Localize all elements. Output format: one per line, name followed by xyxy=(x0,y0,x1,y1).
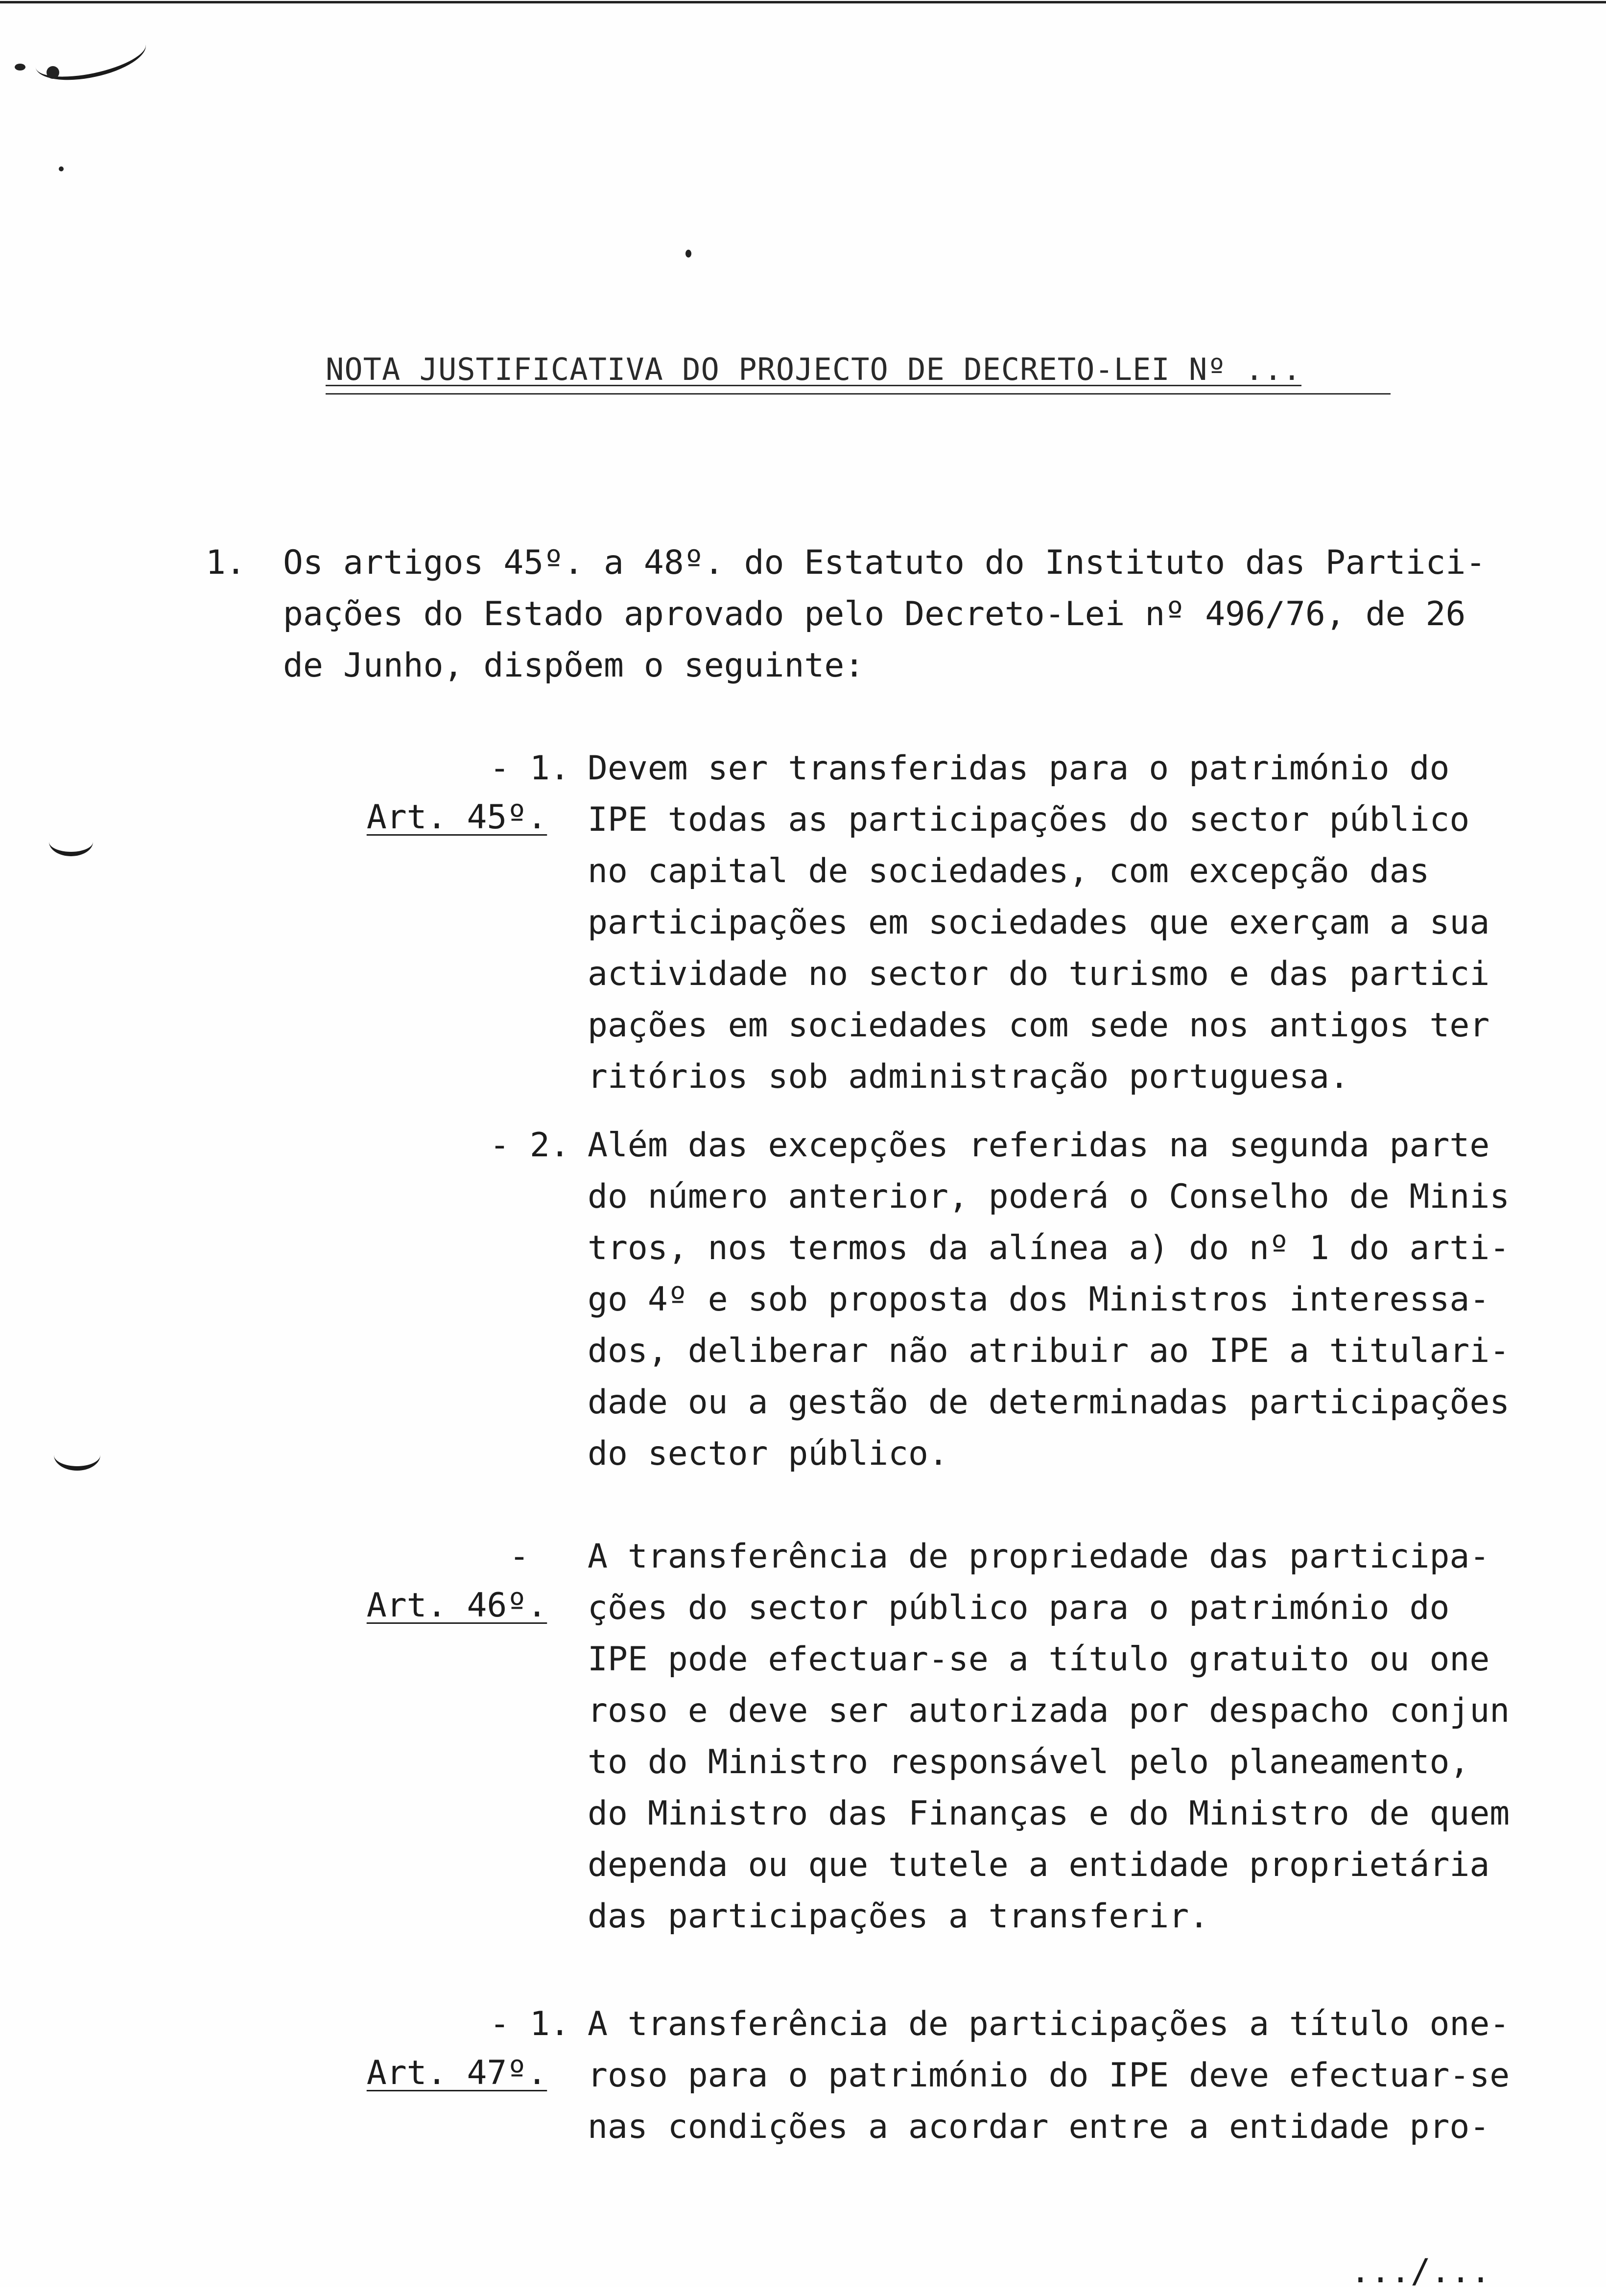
pen-stroke-mark xyxy=(31,23,150,89)
article-label: Art. 46º. xyxy=(366,1586,547,1625)
art45-p1-line-3: no capital de sociedades, com excepção das xyxy=(588,852,1430,890)
art46-line-1: A transferência de propriedade das participa- xyxy=(588,1537,1490,1576)
article-46-heading xyxy=(286,1532,547,1679)
section-number: 1. xyxy=(206,543,246,582)
art46-line-3: IPE pode efectuar-se a título gratuito ou one xyxy=(588,1640,1490,1679)
left-margin-mark xyxy=(49,827,93,856)
art47-line-1: A transferência de participações a título one- xyxy=(588,2005,1510,2043)
top-border-line xyxy=(0,1,1606,3)
art45-p1-line-7: ritórios sob administração portuguesa. xyxy=(588,1057,1349,1096)
art45-p2-line-4: go 4º e sob proposta dos Ministros interessa- xyxy=(588,1280,1490,1319)
art45-p2-line-2: do número anterior, poderá o Conselho de Minis xyxy=(588,1177,1510,1216)
art46-line-5: to do Ministro responsável pelo planeamento, xyxy=(588,1743,1470,1781)
art45-p2-line-3: tros, nos termos da alínea a) do nº 1 do arti- xyxy=(588,1229,1510,1267)
intro-line-2: pações do Estado aprovado pelo Decreto-Lei nº 496/76, de 26 xyxy=(283,595,1466,633)
article-47-marker: - 1. xyxy=(490,2005,570,2043)
scan-speck xyxy=(47,66,59,79)
art45-p1-line-6: pações em sociedades com sede nos antigos ter xyxy=(588,1006,1490,1045)
article-label: Art. 47º. xyxy=(366,2054,547,2092)
intro-line-3: de Junho, dispõem o seguinte: xyxy=(283,646,865,685)
intro-line-1: Os artigos 45º. a 48º. do Estatuto do Instituto das Partici- xyxy=(283,543,1486,582)
art45-p1-line-4: participações em sociedades que exerçam a sua xyxy=(588,903,1490,942)
scan-speck xyxy=(15,64,25,70)
article-label: Art. 45º. xyxy=(366,798,547,837)
art45-p1-line-1: Devem ser transferidas para o património do xyxy=(588,749,1450,788)
page-continuation-mark: .../... xyxy=(1350,2252,1491,2291)
article-46-marker: - xyxy=(509,1537,529,1576)
art46-line-6: do Ministro das Finanças e do Ministro de quem xyxy=(588,1794,1510,1833)
art47-line-3: nas condições a acordar entre a entidade pro- xyxy=(588,2108,1490,2146)
art47-line-2: roso para o património do IPE deve efectuar-se xyxy=(588,2056,1510,2095)
article-45-para-1-marker: - 1. xyxy=(490,749,570,788)
title-underline xyxy=(326,393,1391,395)
art46-line-8: das participações a transferir. xyxy=(588,1897,1209,1936)
art46-line-7: dependa ou que tutele a entidade proprietária xyxy=(588,1846,1490,1884)
art45-p2-line-1: Além das excepções referidas na segunda parte xyxy=(588,1126,1490,1165)
scan-speck xyxy=(59,166,64,171)
art46-line-4: roso e deve ser autorizada por despacho conjun xyxy=(588,1691,1510,1730)
article-45-para-2-marker: - 2. xyxy=(490,1126,570,1165)
art46-line-2: ções do sector público para o património do xyxy=(588,1589,1450,1627)
art45-p2-line-7: do sector público. xyxy=(588,1434,948,1473)
left-margin-mark xyxy=(54,1439,100,1471)
art45-p1-line-2: IPE todas as participações do sector público xyxy=(588,800,1470,839)
art45-p2-line-5: dos, deliberar não atribuir ao IPE a titulari- xyxy=(588,1332,1510,1370)
art45-p2-line-6: dade ou a gestão de determinadas participações xyxy=(588,1383,1510,1422)
scan-speck xyxy=(685,250,691,258)
art45-p1-line-5: actividade no sector do turismo e das partici xyxy=(588,955,1490,993)
document-title: NOTA JUSTIFICATIVA DO PROJECTO DE DECRETO-LEI Nº ... xyxy=(326,351,1302,387)
